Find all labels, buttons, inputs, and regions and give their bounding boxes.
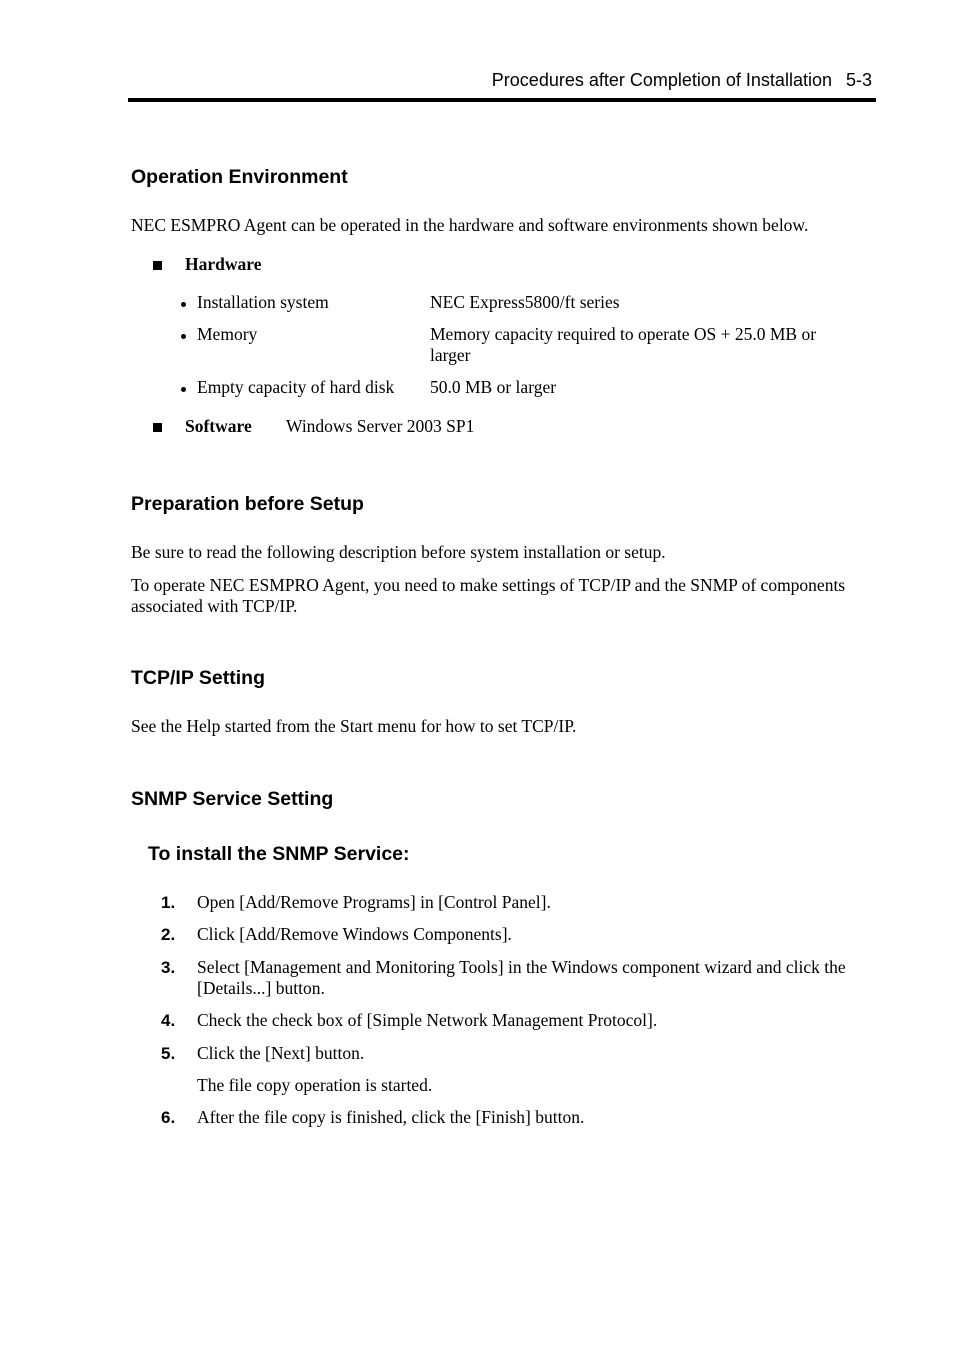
step-number: 5.: [161, 1044, 176, 1063]
operation-environment-intro: NEC ESMPRO Agent can be operated in the hardware and software environments shown below.: [131, 215, 809, 235]
square-bullet-icon: [153, 423, 162, 432]
step-5-note: The file copy operation is started.: [197, 1075, 433, 1095]
step-text: Select [Management and Monitoring Tools] in the Windows component wizard and click the [Details...] button.: [197, 957, 846, 998]
header-rule: [128, 98, 876, 102]
hardware-item-value: 50.0 MB or larger: [430, 377, 557, 397]
software-label: Software: [185, 416, 252, 436]
step-number: 6.: [161, 1108, 176, 1127]
square-bullet-icon: [153, 261, 162, 270]
step-number: 2.: [161, 925, 176, 944]
step-number: 1.: [161, 893, 176, 912]
hardware-item-value: Memory capacity required to operate OS + 25.0 MB or larger: [430, 324, 817, 365]
step-text: Click the [Next] button.: [197, 1043, 365, 1063]
hardware-label: Hardware: [185, 254, 262, 274]
step-number: 4.: [161, 1011, 176, 1030]
step-number: 3.: [161, 958, 176, 977]
hardware-item-key: Empty capacity of hard disk: [197, 377, 395, 397]
page-number: 5-3: [845, 70, 872, 90]
step-text: Open [Add/Remove Programs] in [Control Panel].: [197, 892, 551, 912]
heading-preparation-before-setup: Preparation before Setup: [131, 493, 364, 515]
bullet-dot-icon: [181, 302, 186, 307]
software-value: Windows Server 2003 SP1: [286, 416, 475, 436]
bullet-dot-icon: [181, 334, 186, 339]
step-text: After the file copy is finished, click the [Finish] button.: [197, 1107, 585, 1127]
heading-operation-environment: Operation Environment: [131, 166, 348, 188]
running-header: [492, 70, 872, 91]
preparation-paragraph-1: Be sure to read the following description before system installation or setup.: [131, 542, 666, 562]
bullet-dot-icon: [181, 387, 186, 392]
preparation-paragraph-2: To operate NEC ESMPRO Agent, you need to make settings of TCP/IP and the SNMP of components associated with TCP/IP.: [131, 575, 846, 616]
header-title: Procedures after Completion of Installation: [491, 70, 832, 90]
subheading-install-snmp: To install the SNMP Service:: [148, 843, 410, 865]
step-text: Click [Add/Remove Windows Components].: [197, 924, 512, 944]
hardware-item-key: Memory: [197, 324, 258, 344]
tcpip-paragraph: See the Help started from the Start menu for how to set TCP/IP.: [131, 716, 577, 736]
heading-tcpip-setting: TCP/IP Setting: [131, 667, 265, 689]
heading-snmp-service-setting: SNMP Service Setting: [131, 788, 334, 810]
hardware-item-key: Installation system: [197, 292, 329, 312]
hardware-item-value: NEC Express5800/ft series: [430, 292, 620, 312]
step-text: Check the check box of [Simple Network Management Protocol].: [197, 1010, 658, 1030]
